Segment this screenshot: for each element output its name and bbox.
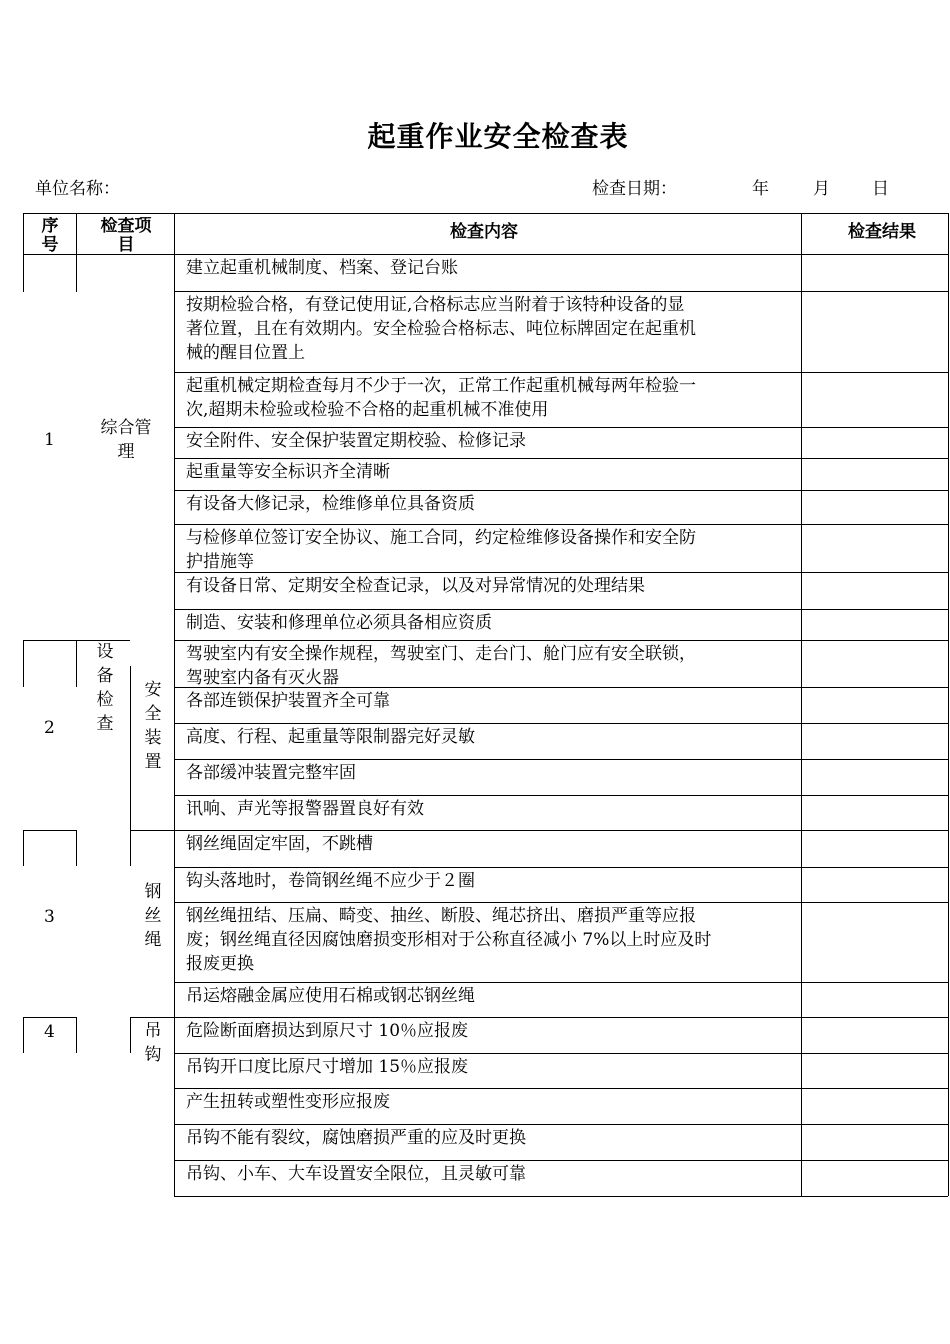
check-content-line: 吊运熔融金属应使用石棉或钢芯钢丝绳 — [186, 986, 475, 1006]
check-content-cell — [186, 1055, 468, 1079]
check-content-cell — [186, 1126, 526, 1150]
check-content-line: 讯响、声光等报警器置良好有效 — [186, 799, 424, 819]
check-content-line: 各部缓冲装置完整牢固 — [186, 763, 356, 783]
check-content-cell — [186, 725, 475, 749]
check-content-line: 高度、行程、起重量等限制器完好灵敏 — [186, 727, 475, 747]
left-border — [23, 640, 24, 687]
row-divider — [174, 867, 948, 868]
table-top-border — [23, 213, 948, 214]
check-content-line: 吊钩开口度比原尺寸增加 15％应报废 — [186, 1057, 469, 1077]
row-divider — [174, 830, 948, 831]
row-divider — [174, 1053, 948, 1054]
row-divider — [174, 640, 948, 641]
check-content-line: 吊钩不能有裂纹，腐蚀磨损严重的应及时更换 — [186, 1128, 526, 1148]
check-content-line: 建立起重机械制度、档案、登记台账 — [186, 258, 458, 278]
row-divider — [174, 427, 948, 428]
check-content-cell — [186, 904, 711, 976]
check-content-line: 安全附件、安全保护装置定期校验、检修记录 — [186, 431, 526, 451]
check-content-line: 起重机械定期检查每月不少于一次，正常工作起重机械每两年检验一 — [186, 376, 696, 396]
row-divider — [174, 490, 948, 491]
table-bottom-border — [174, 1196, 948, 1197]
check-content-line: 废；钢丝绳直径因腐蚀磨损变形相对于公称直径减小 7%以上时应及时 — [186, 930, 712, 950]
check-content-line: 危险断面磨损达到原尺寸 10％应报废 — [186, 1021, 469, 1041]
check-content-cell — [186, 429, 526, 453]
group-3-subitem: 钢丝绳 — [144, 882, 162, 950]
header-item: 检查项目 — [100, 217, 152, 253]
check-content-cell — [186, 642, 696, 690]
sub-col-divider — [130, 1017, 131, 1053]
check-content-cell — [186, 1090, 390, 1114]
group-1-item: 综合管理 — [100, 418, 152, 462]
page-title: 起重作业安全检查表 — [367, 120, 629, 153]
group-2-item: 设备检查 — [96, 642, 114, 734]
group-2-subitem: 安全装置 — [144, 680, 162, 772]
check-content-cell — [186, 460, 390, 484]
left-border — [23, 254, 24, 292]
sub-col-divider — [130, 830, 131, 866]
group-divider — [23, 1017, 76, 1018]
header-result: 检查结果 — [848, 222, 916, 242]
check-content-line: 有设备日常、定期安全检查记录，以及对异常情况的处理结果 — [186, 576, 645, 596]
check-content-line: 驾驶室内备有灭火器 — [186, 668, 339, 688]
row-divider — [174, 524, 948, 525]
check-content-cell — [186, 984, 475, 1008]
check-content-cell — [186, 256, 458, 280]
check-content-cell — [186, 574, 645, 598]
check-content-line: 与检修单位签订安全协议、施工合同，约定检维修设备操作和安全防 — [186, 528, 696, 548]
left-border — [23, 1017, 24, 1053]
row-divider — [174, 759, 948, 760]
row-divider — [174, 254, 948, 255]
check-date-label: 检查日期： — [592, 179, 677, 199]
sub-col-divider — [130, 666, 131, 830]
row-divider — [174, 458, 948, 459]
row-divider — [174, 1017, 948, 1018]
check-content-line: 吊钩、小车、大车设置安全限位，且灵敏可靠 — [186, 1164, 526, 1184]
col-divider — [76, 830, 77, 866]
row-divider — [174, 902, 948, 903]
check-content-line: 械的醒目位置上 — [186, 343, 305, 363]
row-divider — [174, 609, 948, 610]
header-content: 检查内容 — [450, 222, 518, 242]
date-month-label: 月 — [813, 179, 830, 199]
row-divider — [174, 291, 948, 292]
right-border — [948, 213, 949, 1196]
check-content-line: 护措施等 — [186, 552, 254, 572]
col-divider — [76, 213, 77, 254]
row-divider — [174, 795, 948, 796]
check-content-line: 钢丝绳扭结、压扁、畸变、抽丝、断股、绳芯挤出、磨损严重等应报 — [186, 906, 696, 926]
row-divider — [174, 1124, 948, 1125]
group-divider — [130, 830, 174, 831]
check-content-line: 驾驶室内有安全操作规程，驾驶室门、走台门、舱门应有安全联锁， — [186, 644, 696, 664]
check-content-cell — [186, 832, 373, 856]
check-content-line: 制造、安装和修理单位必须具备相应资质 — [186, 613, 492, 633]
row-divider — [174, 982, 948, 983]
check-content-cell — [186, 797, 424, 821]
row-divider — [174, 1160, 948, 1161]
col-divider — [76, 254, 77, 292]
check-content-line: 起重量等安全标识齐全清晰 — [186, 462, 390, 482]
result-left-border — [801, 213, 802, 1196]
check-content-line: 钩头落地时，卷筒钢丝绳不应少于２圈 — [186, 871, 475, 891]
unit-name-label: 单位名称： — [35, 179, 120, 199]
check-content-line: 钢丝绳固定牢固，不跳槽 — [186, 834, 373, 854]
col-divider — [76, 1017, 77, 1053]
group-3-number: 3 — [44, 907, 55, 927]
check-content-cell — [186, 1019, 468, 1043]
group-1-number: 1 — [44, 430, 55, 450]
group-divider — [130, 1017, 174, 1018]
check-content-cell — [186, 293, 696, 365]
date-day-label: 日 — [872, 179, 889, 199]
group-4-number: 4 — [44, 1022, 55, 1042]
group-divider — [23, 830, 76, 831]
check-content-cell — [186, 492, 475, 516]
check-content-cell — [186, 374, 696, 422]
header-seq: 序号 — [41, 217, 59, 253]
content-left-border — [174, 213, 175, 1196]
check-content-cell — [186, 1162, 526, 1186]
row-divider — [174, 723, 948, 724]
left-border — [23, 830, 24, 866]
check-content-line: 按期检验合格，有登记使用证,合格标志应当附着于该特种设备的显 — [186, 295, 685, 315]
row-divider — [174, 372, 948, 373]
check-content-line: 报废更换 — [186, 954, 254, 974]
group-4-subitem: 吊钩 — [144, 1021, 162, 1065]
check-content-cell — [186, 761, 356, 785]
date-year-label: 年 — [752, 179, 769, 199]
check-content-cell — [186, 611, 492, 635]
check-content-cell — [186, 869, 475, 893]
check-content-line: 产生扭转或塑性变形应报废 — [186, 1092, 390, 1112]
check-content-line: 各部连锁保护装置齐全可靠 — [186, 691, 390, 711]
check-content-line: 有设备大修记录，检维修单位具备资质 — [186, 494, 475, 514]
row-divider — [174, 1088, 948, 1089]
check-content-line: 著位置，且在有效期内。安全检验合格标志、吨位标牌固定在起重机 — [186, 319, 696, 339]
check-content-cell — [186, 526, 696, 574]
col-divider — [76, 640, 77, 687]
check-content-cell — [186, 689, 390, 713]
left-border — [23, 213, 24, 254]
check-content-line: 次,超期未检验或检验不合格的起重机械不准使用 — [186, 400, 549, 420]
group-2-number: 2 — [44, 718, 55, 738]
